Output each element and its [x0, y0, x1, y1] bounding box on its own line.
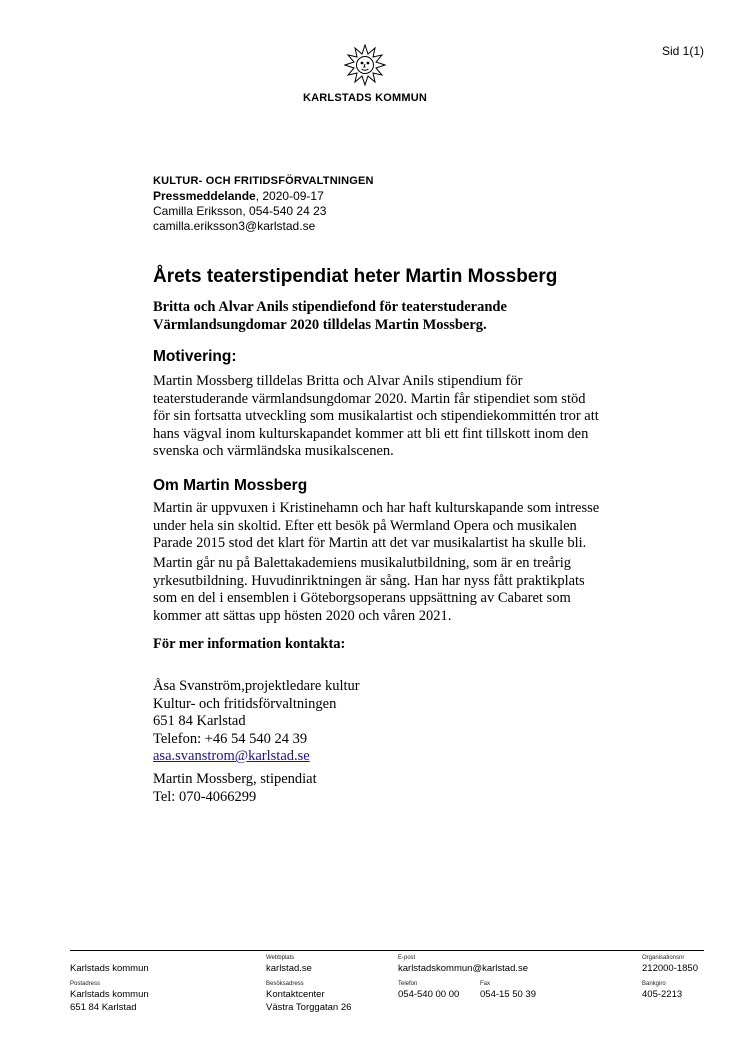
footer-postal-1: Karlstads kommun — [70, 989, 149, 1000]
footer-visit-label: Besöksadress — [266, 981, 304, 987]
footer-org: Karlstads kommun — [70, 963, 149, 974]
doc-type: Pressmeddelande — [153, 189, 256, 203]
text-line: kommer att sättas upp hösten 2020 och våren 2021. — [153, 607, 452, 624]
lead-line: Britta och Alvar Anils stipendiefond för teaterstuderande — [153, 299, 507, 315]
footer-fax-label: Fax — [480, 981, 491, 987]
more-info-heading: För mer information kontakta: — [153, 636, 346, 652]
press-header — [153, 174, 374, 234]
footer-web-label: Webbplats — [266, 955, 295, 961]
text-line: Parade 2015 stod det klart för Martin att det var musikalartist ha skulle bli. — [153, 535, 587, 551]
contact-name: Martin Mossberg, stipendiat — [153, 771, 317, 787]
footer-fax: 054-15 50 39 — [480, 989, 536, 1000]
text-line: som en del i ensemblen i Göteborgsoperans uppsättning av Cabaret som — [153, 590, 571, 606]
contact-phone: Telefon: +46 54 540 24 39 — [153, 730, 308, 747]
text-line: teaterstuderande värmlandsungdomar 2020. Martin får stipendiet som stöd — [153, 390, 586, 407]
contact-block-2 — [153, 771, 317, 806]
department-name: KULTUR- OCH FRITIDSFÖRVALTNINGEN — [153, 175, 374, 187]
doc-date: , 2020-09-17 — [255, 189, 324, 203]
footer-orgnr: 212000-1850 — [642, 963, 698, 974]
footer-postal-2: 651 84 Karlstad — [70, 1002, 137, 1013]
footer-divider — [70, 950, 704, 951]
page-number: Sid 1(1) — [661, 44, 704, 58]
text-line: Martin är uppvuxen i Kristinehamn och har haft kulturskapande som intresse — [153, 500, 600, 516]
footer-postal-label: Postadress — [70, 981, 101, 987]
motivering-heading: Motivering: — [153, 348, 237, 365]
about-paragraph-2 — [153, 555, 633, 625]
text-line: Martin Mossberg tilldelas Britta och Alvar Anils stipendium för — [153, 373, 523, 389]
about-paragraph-1 — [153, 500, 633, 553]
text-line: för sin fortsatta utveckling som musikalartist och stipendiekommittén tror att — [153, 408, 599, 424]
contact-name: Åsa Svanström,projektledare kultur — [153, 678, 360, 694]
page-title: Årets teaterstipendiat heter Martin Mossberg — [153, 266, 558, 287]
contact-email: camilla.eriksson3@karlstad.se — [153, 219, 316, 233]
text-line: svenska och värmländska musikalscenen. — [153, 443, 394, 459]
footer-phone-label: Telefon — [398, 981, 418, 987]
footer-email-label: E-post — [398, 955, 416, 961]
motivering-paragraph — [153, 373, 633, 461]
doc-type-line — [153, 189, 374, 204]
footer-visit-1: Kontaktcenter — [266, 989, 325, 1000]
contact-block-1 — [153, 678, 360, 766]
contact-person: Camilla Eriksson, 054-540 24 23 — [153, 204, 327, 218]
contact-dept: Kultur- och fritidsförvaltningen — [153, 695, 337, 712]
footer-orgnr-label: Organisationsnr — [642, 955, 685, 961]
footer-email: karlstadskommun@karlstad.se — [398, 963, 529, 974]
contact-email-link[interactable]: asa.svanstrom@karlstad.se — [153, 748, 310, 764]
text-line: hans vägval inom kulturskapandet kommer att bli ett fint tillskott inom den — [153, 425, 589, 442]
footer-visit-2: Västra Torggatan 26 — [266, 1002, 352, 1013]
text-line: yrkesutbildning. Huvudinriktningen är sång. Han har nyss fått praktikplats — [153, 572, 585, 589]
footer-bankgiro-label: Bankgiro — [642, 981, 666, 987]
organization-name: KARLSTADS KOMMUN — [303, 92, 427, 104]
contact-phone: Tel: 070-4066299 — [153, 788, 257, 805]
text-line: under hela sin skoltid. Efter ett besök på Wermland Opera och musikalen — [153, 517, 577, 534]
lead-paragraph — [153, 298, 623, 334]
footer-web: karlstad.se — [266, 963, 312, 974]
lead-line: Värmlandsungdomar 2020 tilldelas Martin Mossberg. — [153, 317, 487, 333]
sun-logo-icon — [344, 44, 386, 86]
text-line: Martin går nu på Balettakademiens musikalutbildning, som är en treårig — [153, 555, 571, 571]
contact-address: 651 84 Karlstad — [153, 713, 246, 729]
footer-phone: 054-540 00 00 — [398, 989, 460, 1000]
about-heading: Om Martin Mossberg — [153, 477, 308, 494]
footer-bankgiro: 405-2213 — [642, 989, 683, 1000]
